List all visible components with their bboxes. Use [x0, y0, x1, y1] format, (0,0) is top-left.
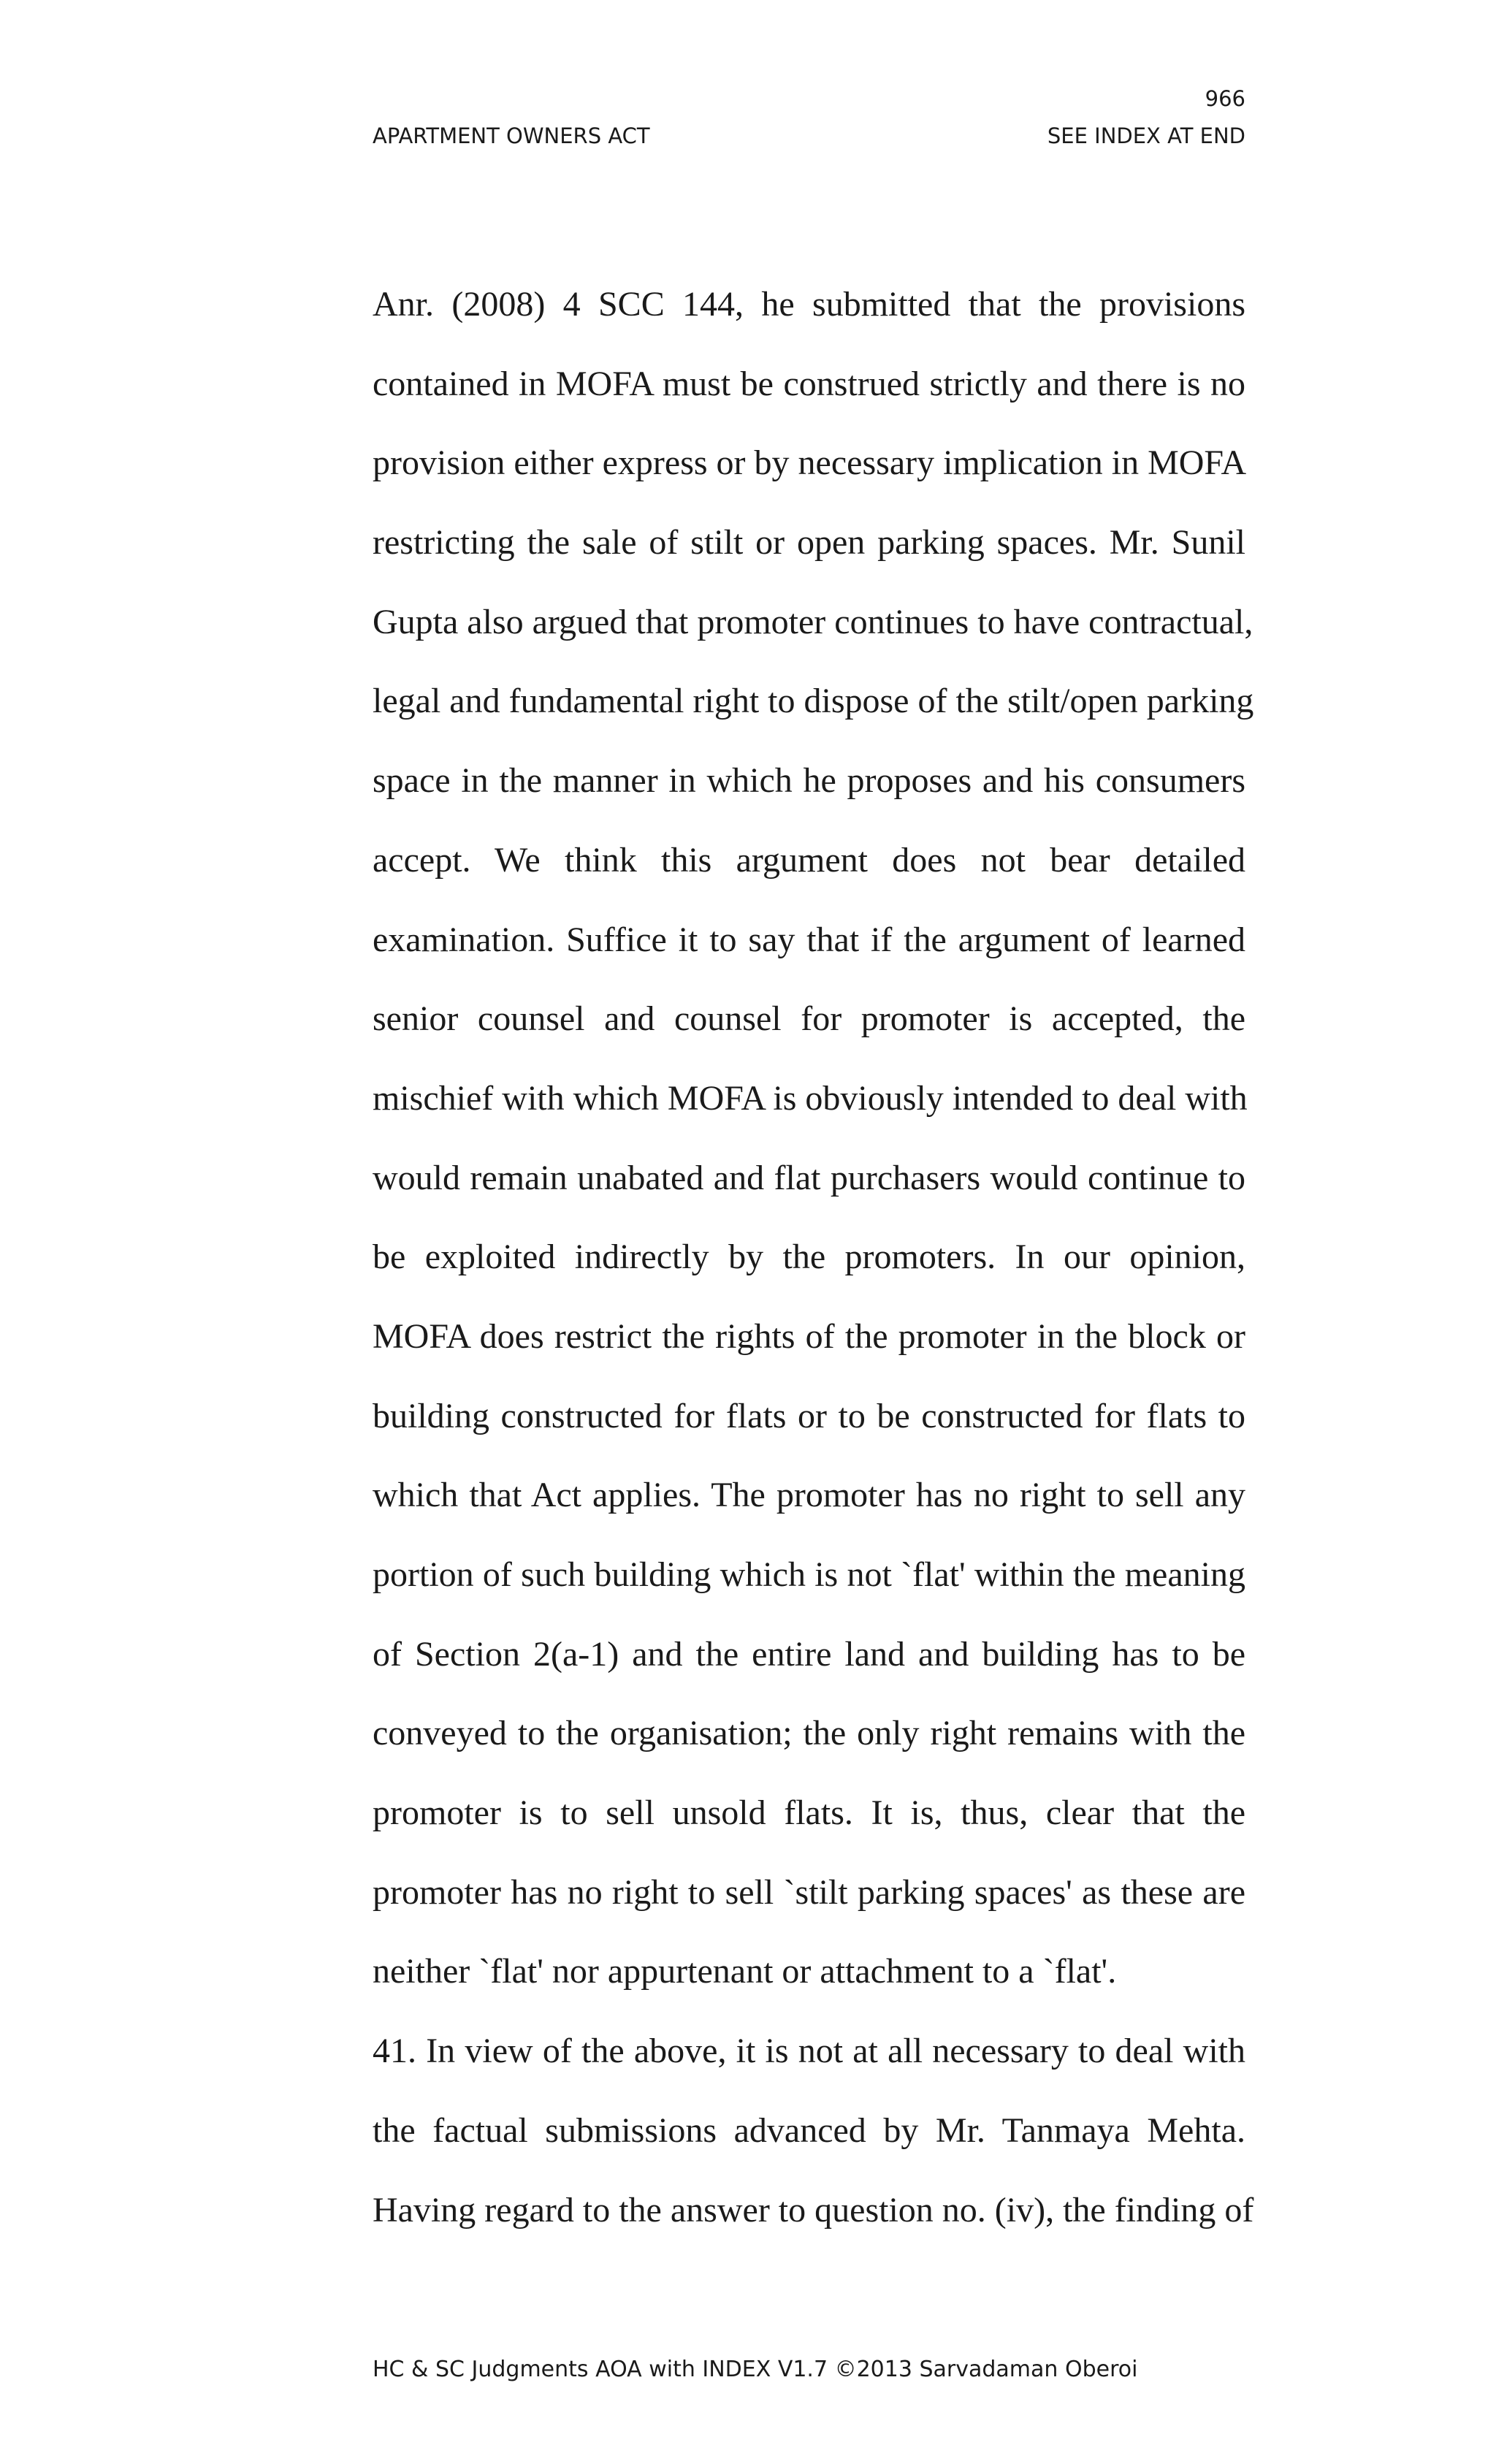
body-line: legal and fundamental right to dispose of the stilt/open parking	[373, 682, 1254, 721]
body-line: portion of such building which is not `flat' within the meaning	[373, 1555, 1245, 1594]
running-header-index-note: SEE INDEX AT END	[1047, 123, 1245, 148]
body-line: the factual submissions advanced by Mr. Tanmaya Mehta.	[373, 2110, 1245, 2150]
body-line: promoter is to sell unsold flats. It is, thus, clear that the	[373, 1793, 1245, 1833]
body-line: Gupta also argued that promoter continues to have contractual,	[373, 602, 1253, 641]
body-line: mischief with which MOFA is obviously intended to deal with	[373, 1078, 1248, 1118]
body-line: provision either express or by necessary implication in MOFA	[373, 443, 1247, 483]
body-line: of Section 2(a-1) and the entire land and building has to be	[373, 1634, 1245, 1674]
body-line: promoter has no right to sell `stilt parking spaces' as these are	[373, 1872, 1245, 1912]
body-line: contained in MOFA must be construed strictly and there is no	[373, 364, 1245, 403]
judgment-body-text	[373, 265, 1254, 2250]
body-line-paragraph-41-start: 41. In view of the above, it is not at all necessary to deal with	[373, 2032, 1245, 2071]
body-line: conveyed to the organisation; the only right remains with the	[373, 1714, 1245, 1753]
body-line: would remain unabated and flat purchasers would continue to	[373, 1158, 1245, 1197]
body-line: building constructed for flats or to be constructed for flats to	[373, 1396, 1245, 1435]
body-line: space in the manner in which he proposes and his consumers	[373, 761, 1245, 801]
page-number: 966	[1205, 86, 1245, 111]
body-line: be exploited indirectly by the promoters. In our opinion,	[373, 1237, 1245, 1277]
body-line: senior counsel and counsel for promoter is accepted, the	[373, 999, 1245, 1039]
running-header-title: APARTMENT OWNERS ACT	[373, 123, 650, 148]
body-line-paragraph-end: neither `flat' nor appurtenant or attachment to a `flat'.	[373, 1952, 1117, 1991]
body-line: examination. Suffice it to say that if the argument of learned	[373, 920, 1245, 959]
body-line: which that Act applies. The promoter has no right to sell any	[373, 1476, 1245, 1515]
body-line: Having regard to the answer to question no. (iv), the finding of	[373, 2190, 1254, 2230]
body-line: accept. We think this argument does not bear detailed	[373, 840, 1245, 880]
body-line: restricting the sale of stilt or open parking spaces. Mr. Sunil	[373, 523, 1245, 562]
page-footer-copyright: HC & SC Judgments AOA with INDEX V1.7 ©2013 Sarvadaman Oberoi	[373, 2357, 1138, 2382]
body-line: MOFA does restrict the rights of the promoter in the block or	[373, 1316, 1245, 1356]
body-line: Anr. (2008) 4 SCC 144, he submitted that the provisions	[373, 285, 1245, 324]
